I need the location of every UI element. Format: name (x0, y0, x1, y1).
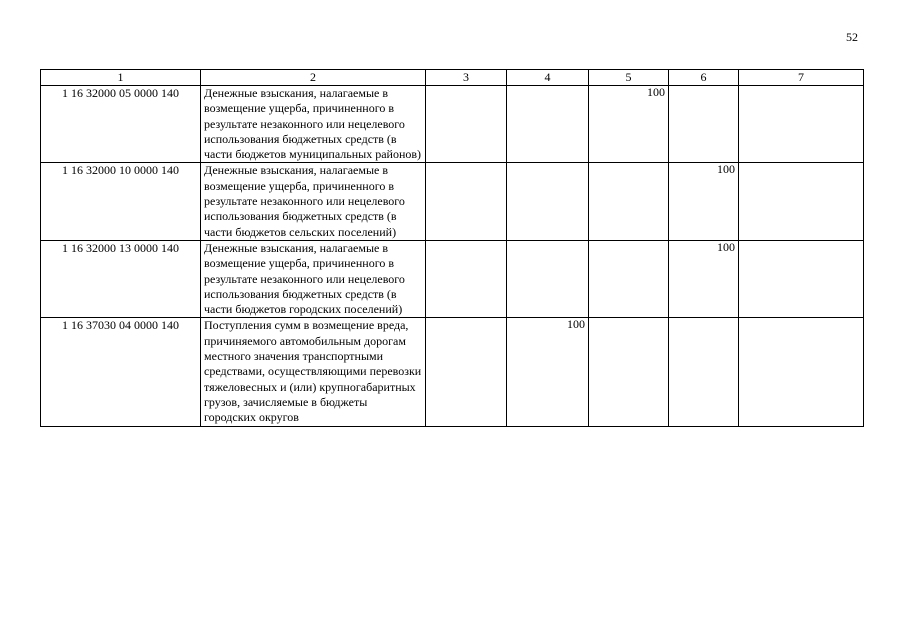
column-header-1: 1 (41, 70, 201, 86)
table-row (41, 240, 864, 317)
value-cell-col6 (669, 86, 739, 163)
income-code-cell: 1 16 37030 04 0000 140 (41, 318, 201, 426)
value-cell-col4 (507, 240, 589, 317)
value-cell-col5 (589, 318, 669, 426)
value-cell-col5 (589, 240, 669, 317)
column-header-3: 3 (426, 70, 507, 86)
table-header-row (41, 70, 864, 86)
value-cell-col3 (426, 318, 507, 426)
income-code-cell: 1 16 32000 10 0000 140 (41, 163, 201, 240)
value-cell-col3 (426, 163, 507, 240)
value-cell-col4: 100 (507, 318, 589, 426)
value-cell-col3 (426, 86, 507, 163)
budget-table (40, 69, 864, 427)
table-row (41, 318, 864, 426)
value-cell-col6 (669, 318, 739, 426)
value-cell-col4 (507, 163, 589, 240)
value-cell-col6: 100 (669, 240, 739, 317)
income-description-cell: Денежные взыскания, налагаемые в возмещение ущерба, причиненного в результате незаконного или нецелевого использования бюджетных средств (в части бюджетов муниципальных районов) (201, 86, 426, 163)
value-cell-col4 (507, 86, 589, 163)
value-cell-col7 (739, 163, 864, 240)
income-description-cell: Денежные взыскания, налагаемые в возмещение ущерба, причиненного в результате незаконного или нецелевого использования бюджетных средств (в части бюджетов сельских поселений) (201, 163, 426, 240)
income-description-cell: Денежные взыскания, налагаемые в возмещение ущерба, причиненного в результате незаконного или нецелевого использования бюджетных средств (в части бюджетов городских поселений) (201, 240, 426, 317)
income-code-cell: 1 16 32000 05 0000 140 (41, 86, 201, 163)
value-cell-col3 (426, 240, 507, 317)
column-header-4: 4 (507, 70, 589, 86)
value-cell-col7 (739, 318, 864, 426)
value-cell-col5 (589, 163, 669, 240)
table-row (41, 86, 864, 163)
column-header-6: 6 (669, 70, 739, 86)
value-cell-col7 (739, 240, 864, 317)
column-header-2: 2 (201, 70, 426, 86)
value-cell-col7 (739, 86, 864, 163)
value-cell-col5: 100 (589, 86, 669, 163)
income-code-cell: 1 16 32000 13 0000 140 (41, 240, 201, 317)
page-number: 52 (846, 30, 858, 44)
table-row (41, 163, 864, 240)
column-header-7: 7 (739, 70, 864, 86)
income-description-cell: Поступления сумм в возмещение вреда, причиняемого автомобильным дорогам местного значения транспортными средствами, осуществляющими перевозки тяжеловесных и (или) крупногабаритных грузов, зачисляемые в бюджеты городских округов (201, 318, 426, 426)
column-header-5: 5 (589, 70, 669, 86)
value-cell-col6: 100 (669, 163, 739, 240)
